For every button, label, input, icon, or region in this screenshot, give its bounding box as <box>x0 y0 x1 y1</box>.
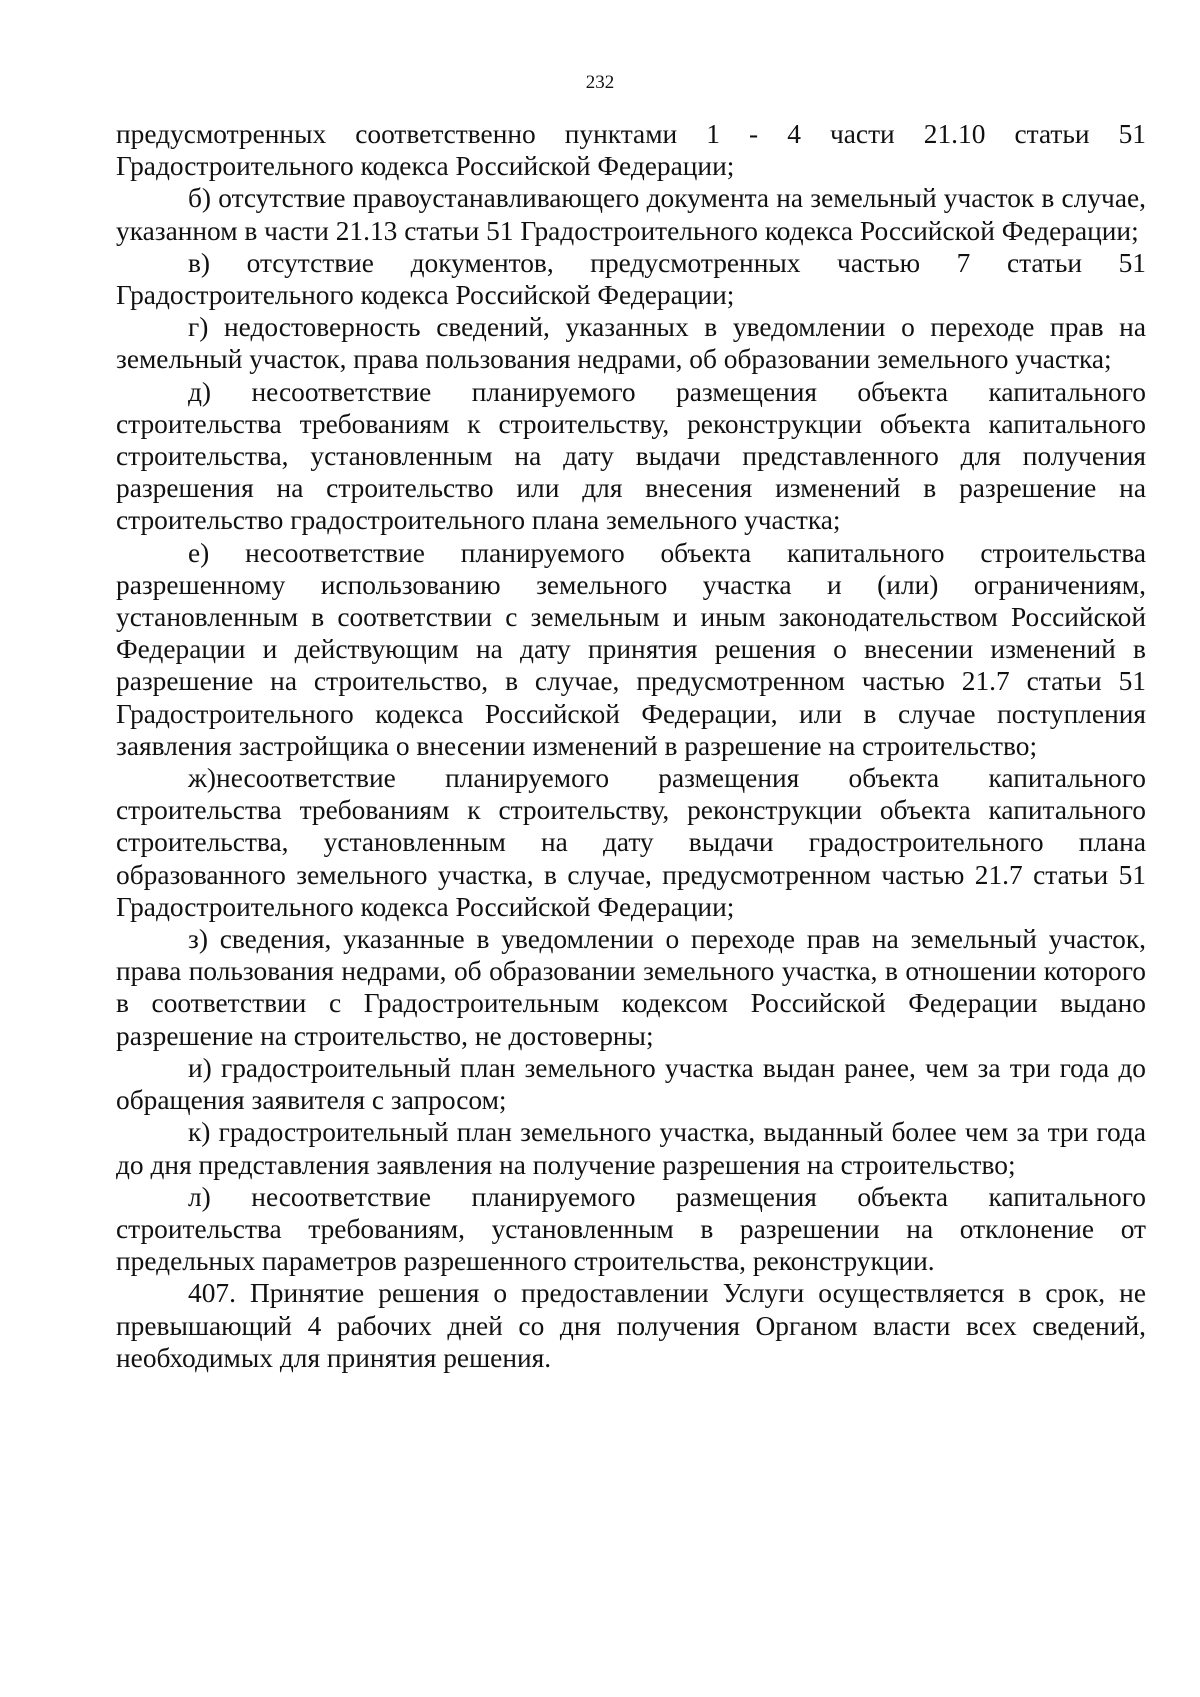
paragraph-item-b: б) отсутствие правоустанавливающего документа на земельный участок в случае, указанном в части 21.13 статьи 51 Градостроительного кодекса Российской Федерации; <box>116 183 1146 246</box>
paragraph-item-v: в) отсутствие документов, предусмотренных частью 7 статьи 51 Градостроительного кодекса Российской Федерации; <box>116 247 1146 311</box>
paragraph-item-g: г) недостоверность сведений, указанных в уведомлении о переходе прав на земельный участок, права пользования недрами, об образовании земельного участка; <box>116 312 1146 375</box>
paragraph-continuation: предусмотренных соответственно пунктами 1 - 4 части 21.10 статьи 51 Градостроительного кодекса Российской Федерации; <box>116 119 1146 182</box>
paragraph-407: 407. Принятие решения о предоставлении Услуги осуществляется в срок, не превышающий 4 рабочих дней со дня получения Органом власти всех сведений, необходимых для принятия решения. <box>116 1278 1146 1373</box>
paragraph-item-z: з) сведения, указанные в уведомлении о переходе прав на земельный участок, права пользования недрами, об образовании земельного участка, в отношении которого в соответствии с Градостроительным кодексом Российской Федерации выдано разрешение на строительство, не достоверны; <box>116 924 1146 1051</box>
paragraph-item-i: и) градостроительный план земельного участка выдан ранее, чем за три года до обращения заявителя с запросом; <box>116 1052 1146 1116</box>
paragraph-item-zh: ж)несоответствие планируемого размещения объекта капитального строительства требованиям к строительству, реконструкции объекта капитального строительства, установленным на дату выдачи градостроительного плана образованного земельного участка, в случае, предусмотренном частью 21.7 статьи 51 Градостроительного кодекса Российской Федерации; <box>116 763 1146 922</box>
paragraph-item-k: к) градостроительный план земельного участка, выданный более чем за три года до дня представления заявления на получение разрешения на строительство; <box>116 1117 1146 1180</box>
paragraph-item-e: е) несоответствие планируемого объекта капитального строительства разрешенному использованию земельного участка и (или) ограничениям, установленным в соответствии с земельным и иным законодательством Российской Федерации и действующим на дату принятия решения о внесении изменений в разрешение на строительство, в случае, предусмотренном частью 21.7 статьи 51 Градостроительного кодекса Российской Федерации, или в случае поступления заявления застройщика о внесении изменений в разрешение на строительство; <box>116 537 1146 761</box>
paragraph-item-l: л) несоответствие планируемого размещения объекта капитального строительства требованиям, установленным в разрешении на отклонение от предельных параметров разрешенного строительства, реконструкции. <box>116 1181 1146 1277</box>
paragraph-item-d: д) несоответствие планируемого размещения объекта капитального строительства требованиям к строительству, реконструкции объекта капитального строительства, установленным на дату выдачи представленного для получения разрешения на строительство или для внесения изменений в разрешение на строительство градостроительного плана земельного участка; <box>116 376 1146 536</box>
document-body <box>116 118 1146 1374</box>
page-number: 232 <box>585 72 615 93</box>
